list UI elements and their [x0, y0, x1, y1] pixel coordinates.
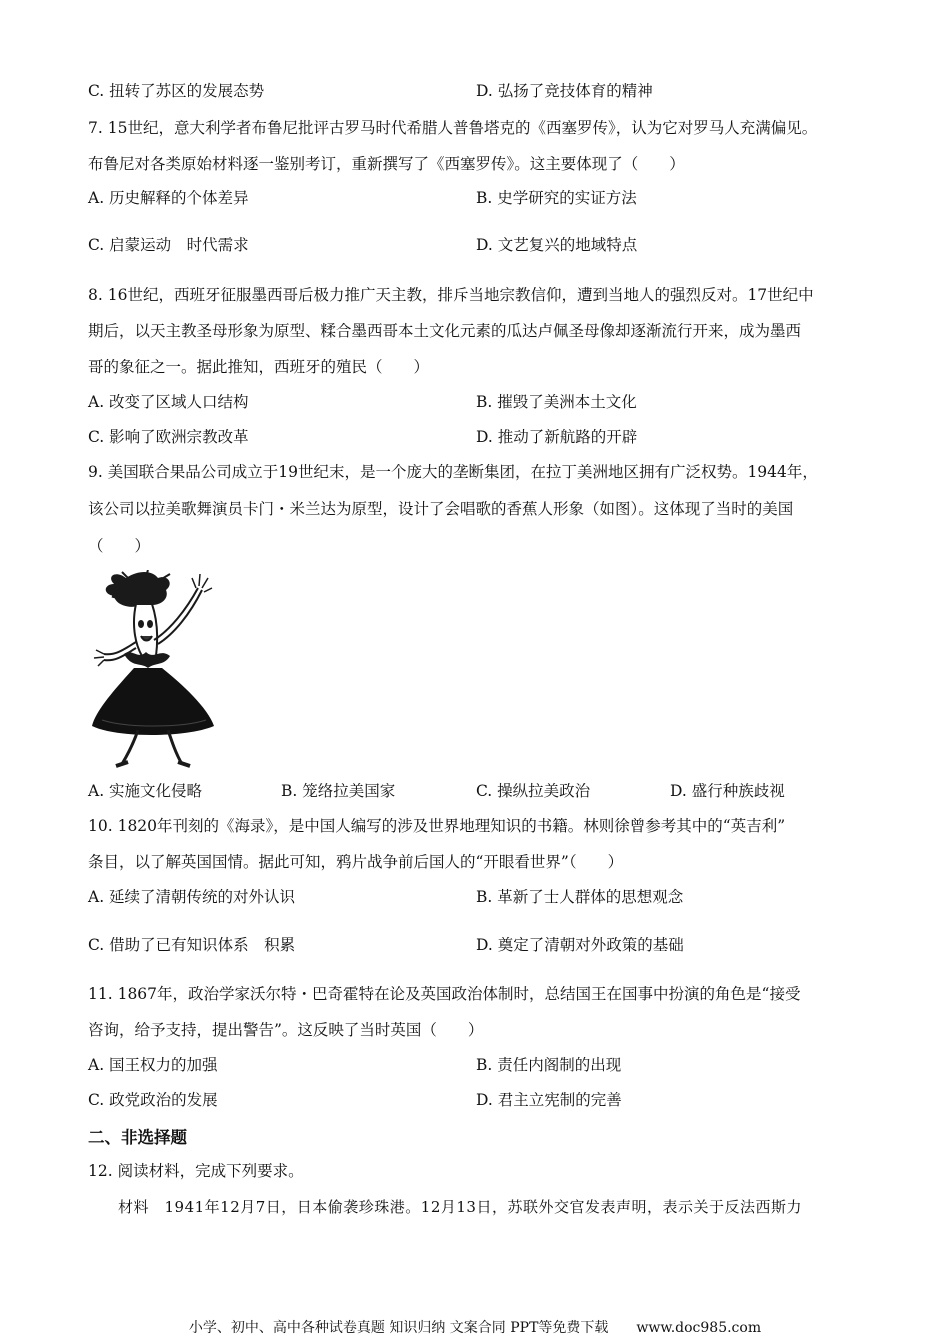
q7-option-c: C. 启蒙运动 时代需求 [88, 236, 249, 254]
q8-option-c: C. 影响了欧洲宗教改革 [88, 428, 249, 446]
q9-stem-line1: 9. 美国联合果品公司成立于19世纪末，是一个庞大的垄断集团，在拉丁美洲地区拥有广泛权势。1944年， [88, 463, 818, 481]
q11-option-c: C. 政党政治的发展 [88, 1091, 218, 1109]
q10-option-a: A. 延续了清朝传统的对外认识 [88, 888, 296, 906]
q8-stem-line3: 哥的象征之一。据此推知，西班牙的殖民（ ） [88, 358, 430, 376]
q7-option-b: B. 史学研究的实证方法 [476, 189, 637, 207]
q9-stem-line3: （ ） [88, 537, 151, 555]
page-footer: 小学、初中、高中各种试卷真题 知识归纳 文案合同 PPT等免费下载 www.doc985.com [188, 1320, 762, 1336]
q6-option-d: D. 弘扬了竞技体育的精神 [476, 82, 653, 100]
q9-stem-line2: 该公司以拉美歌舞演员卡门・米兰达为原型，设计了会唱歌的香蕉人形象（如图）。这体现了当时的美国 [88, 500, 794, 518]
q8-option-d: D. 推动了新航路的开辟 [476, 428, 638, 446]
q11-option-d: D. 君主立宪制的完善 [476, 1091, 622, 1109]
q8-stem-line2: 期后，以天主教圣母形象为原型、糅合墨西哥本土文化元素的瓜达卢佩圣母像却逐渐流行开来，成为墨西 [88, 322, 802, 340]
q7-option-d: D. 文艺复兴的地域特点 [476, 236, 638, 254]
q8-option-b: B. 摧毁了美洲本土文化 [476, 393, 637, 411]
q9-option-a: A. 实施文化侵略 [88, 782, 203, 800]
q10-option-c: C. 借助了已有知识体系 积累 [88, 936, 296, 954]
q12-stem: 12. 阅读材料，完成下列要求。 [88, 1162, 304, 1180]
banana-singer-illustration [86, 570, 221, 770]
q9-option-c: C. 操纵拉美政治 [476, 782, 591, 800]
q11-option-b: B. 责任内阁制的出现 [476, 1056, 622, 1074]
q7-stem-line1: 7. 15世纪，意大利学者布鲁尼批评古罗马时代希腊人普鲁塔克的《西塞罗传》，认为它对罗马人充满偏见。 [88, 119, 818, 137]
q9-option-d: D. 盛行种族歧视 [670, 782, 785, 800]
q10-option-d: D. 奠定了清朝对外政策的基础 [476, 936, 684, 954]
q11-stem-line2: 咨询，给予支持，提出警告”。这反映了当时英国（ ） [88, 1021, 484, 1039]
section-heading: 二、非选择题 [88, 1128, 187, 1147]
q10-option-b: B. 革新了士人群体的思想观念 [476, 888, 684, 906]
q8-option-a: A. 改变了区域人口结构 [88, 393, 249, 411]
q11-stem-line1: 11. 1867年，政治学家沃尔特・巴奇霍特在论及英国政治体制时，总结国王在国事中扮演的角色是“接受 [88, 985, 801, 1003]
q12-material: 材料 1941年12月7日，日本偷袭珍珠港。12月13日，苏联外交官发表声明，表示关于反法西斯力 [118, 1198, 802, 1216]
q10-stem-line1: 10. 1820年刊刻的《海录》，是中国人编写的涉及世界地理知识的书籍。林则徐曾参考其中的“英吉利” [88, 817, 786, 835]
q7-option-a: A. 历史解释的个体差异 [88, 189, 249, 207]
q11-option-a: A. 国王权力的加强 [88, 1056, 218, 1074]
q6-option-c: C. 扭转了苏区的发展态势 [88, 82, 265, 100]
q8-stem-line1: 8. 16世纪，西班牙征服墨西哥后极力推广天主教，排斥当地宗教信仰，遭到当地人的强烈反对。17世纪中 [88, 286, 814, 304]
q7-stem-line2: 布鲁尼对各类原始材料逐一鉴别考订，重新撰写了《西塞罗传》。这主要体现了（ ） [88, 155, 685, 173]
q9-option-b: B. 笼络拉美国家 [281, 782, 396, 800]
q10-stem-line2: 条目，以了解英国国情。据此可知，鸦片战争前后国人的“开眼看世界”（ ） [88, 853, 624, 871]
